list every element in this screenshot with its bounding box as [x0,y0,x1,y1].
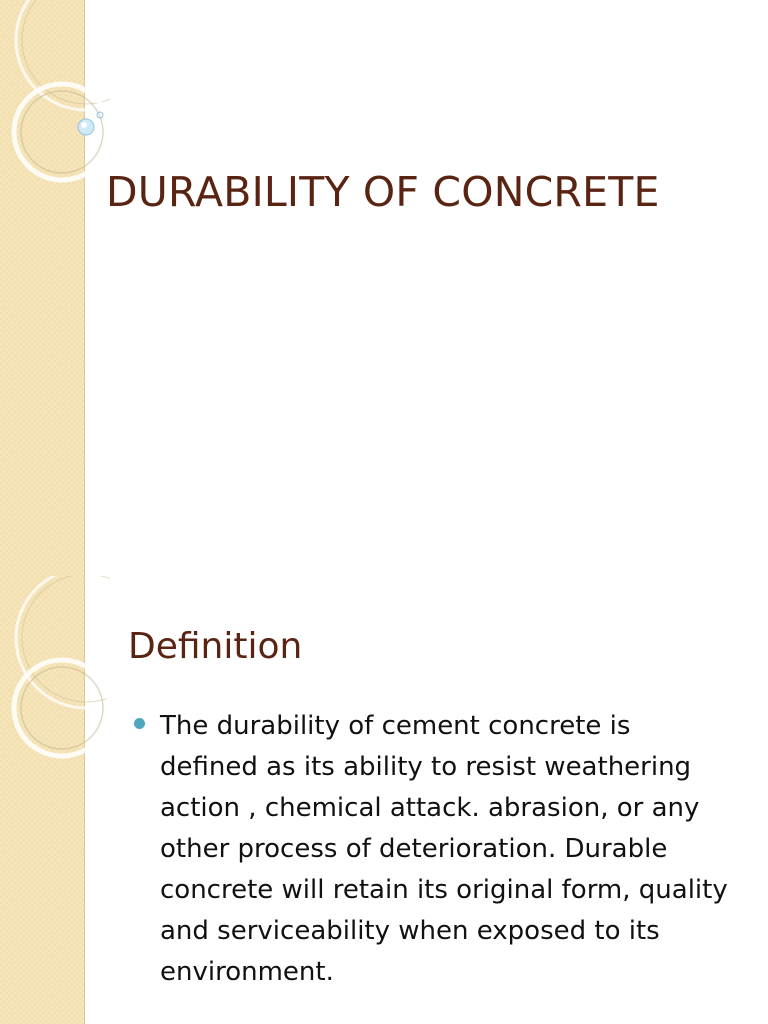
decorative-rings-graphic [0,0,110,576]
section-heading: Definition [128,626,303,667]
slide-title: DURABILITY OF CONCRETE [106,168,660,216]
bullet-text: The durability of cement concrete is defined as its ability to resist weathering action , chemical attack. abrasion, or any other process of deterioration. Durable concrete will retain its original form, quality and serviceability when exposed to its environment. [160,711,728,987]
decorative-rings-graphic [0,576,110,1024]
decorative-side-band [0,0,85,576]
definition-slide [0,576,768,1024]
bullet-icon [134,718,145,729]
decorative-side-band [0,576,85,1024]
